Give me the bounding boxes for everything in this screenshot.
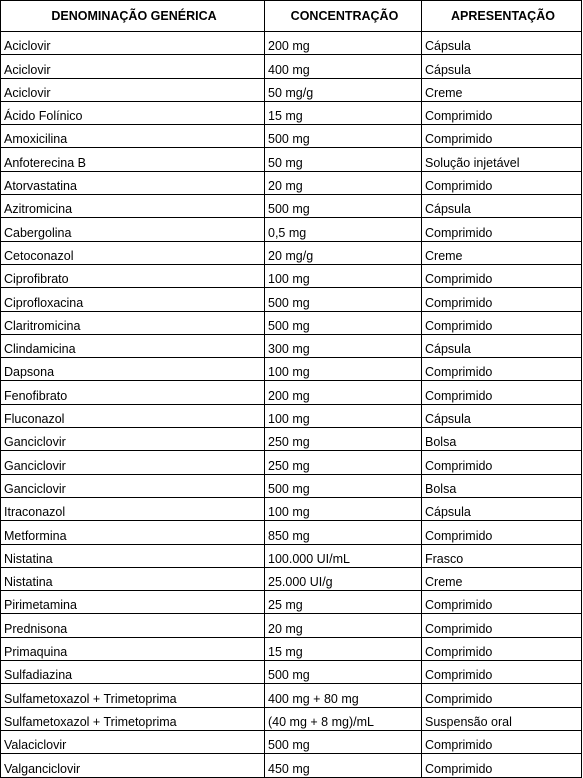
table-row: [1, 544, 582, 567]
table-row: [1, 474, 582, 497]
generic-name-cell: Clindamicina: [1, 334, 265, 357]
presentation-cell: Cápsula: [422, 334, 582, 357]
presentation-cell: Comprimido: [422, 451, 582, 474]
generic-name-cell: Ciprofloxacina: [1, 288, 265, 311]
concentration-cell: 400 mg + 80 mg: [265, 684, 422, 707]
header-row: [1, 1, 582, 32]
generic-name-cell: Ácido Folínico: [1, 101, 265, 124]
table-row: [1, 78, 582, 101]
presentation-cell: Solução injetável: [422, 148, 582, 171]
table-row: [1, 334, 582, 357]
generic-name-cell: Fluconazol: [1, 404, 265, 427]
concentration-cell: 20 mg: [265, 614, 422, 637]
presentation-cell: Comprimido: [422, 591, 582, 614]
generic-name-cell: Ciprofibrato: [1, 264, 265, 287]
presentation-cell: Comprimido: [422, 684, 582, 707]
table-row: [1, 381, 582, 404]
table-header: [1, 1, 582, 32]
presentation-cell: Comprimido: [422, 288, 582, 311]
generic-name-cell: Sulfametoxazol + Trimetoprima: [1, 707, 265, 730]
generic-name-cell: Atorvastatina: [1, 171, 265, 194]
table-row: [1, 264, 582, 287]
table-row: [1, 218, 582, 241]
generic-name-cell: Aciclovir: [1, 55, 265, 78]
concentration-cell: 500 mg: [265, 288, 422, 311]
generic-name-cell: Pirimetamina: [1, 591, 265, 614]
generic-name-cell: Nistatina: [1, 544, 265, 567]
table-row: [1, 311, 582, 334]
header-presentation: APRESENTAÇÃO: [422, 1, 582, 32]
concentration-cell: 850 mg: [265, 521, 422, 544]
table-row: [1, 451, 582, 474]
concentration-cell: 400 mg: [265, 55, 422, 78]
presentation-cell: Creme: [422, 78, 582, 101]
concentration-cell: 250 mg: [265, 451, 422, 474]
generic-name-cell: Amoxicilina: [1, 125, 265, 148]
header-concentration: CONCENTRAÇÃO: [265, 1, 422, 32]
generic-name-cell: Ganciclovir: [1, 451, 265, 474]
concentration-cell: 300 mg: [265, 334, 422, 357]
concentration-cell: 100 mg: [265, 404, 422, 427]
generic-name-cell: Ganciclovir: [1, 428, 265, 451]
generic-name-cell: Ganciclovir: [1, 474, 265, 497]
presentation-cell: Comprimido: [422, 730, 582, 753]
presentation-cell: Comprimido: [422, 381, 582, 404]
table-row: [1, 195, 582, 218]
table-row: [1, 567, 582, 590]
generic-name-cell: Valaciclovir: [1, 730, 265, 753]
table-row: [1, 148, 582, 171]
table-row: [1, 730, 582, 753]
table-row: [1, 125, 582, 148]
presentation-cell: Comprimido: [422, 661, 582, 684]
table-row: [1, 171, 582, 194]
generic-name-cell: Anfoterecina B: [1, 148, 265, 171]
table-row: [1, 358, 582, 381]
presentation-cell: Comprimido: [422, 171, 582, 194]
generic-name-cell: Aciclovir: [1, 78, 265, 101]
table-row: [1, 661, 582, 684]
presentation-cell: Bolsa: [422, 428, 582, 451]
presentation-cell: Creme: [422, 567, 582, 590]
concentration-cell: 15 mg: [265, 101, 422, 124]
concentration-cell: 20 mg/g: [265, 241, 422, 264]
concentration-cell: 200 mg: [265, 32, 422, 55]
concentration-cell: 200 mg: [265, 381, 422, 404]
concentration-cell: 100 mg: [265, 358, 422, 381]
concentration-cell: 500 mg: [265, 125, 422, 148]
presentation-cell: Comprimido: [422, 637, 582, 660]
table-row: [1, 404, 582, 427]
concentration-cell: 25.000 UI/g: [265, 567, 422, 590]
generic-name-cell: Cabergolina: [1, 218, 265, 241]
presentation-cell: Comprimido: [422, 101, 582, 124]
concentration-cell: 100 mg: [265, 497, 422, 520]
presentation-cell: Cápsula: [422, 32, 582, 55]
presentation-cell: Comprimido: [422, 754, 582, 777]
generic-name-cell: Metformina: [1, 521, 265, 544]
concentration-cell: 500 mg: [265, 474, 422, 497]
presentation-cell: Frasco: [422, 544, 582, 567]
concentration-cell: 25 mg: [265, 591, 422, 614]
table-row: [1, 684, 582, 707]
generic-name-cell: Dapsona: [1, 358, 265, 381]
generic-name-cell: Sulfadiazina: [1, 661, 265, 684]
concentration-cell: 50 mg: [265, 148, 422, 171]
generic-name-cell: Itraconazol: [1, 497, 265, 520]
presentation-cell: Suspensão oral: [422, 707, 582, 730]
generic-name-cell: Claritromicina: [1, 311, 265, 334]
table-row: [1, 637, 582, 660]
table-row: [1, 428, 582, 451]
concentration-cell: 15 mg: [265, 637, 422, 660]
concentration-cell: 250 mg: [265, 428, 422, 451]
generic-name-cell: Azitromicina: [1, 195, 265, 218]
concentration-cell: (40 mg + 8 mg)/mL: [265, 707, 422, 730]
concentration-cell: 0,5 mg: [265, 218, 422, 241]
generic-name-cell: Sulfametoxazol + Trimetoprima: [1, 684, 265, 707]
concentration-cell: 500 mg: [265, 661, 422, 684]
table-row: [1, 614, 582, 637]
table-row: [1, 241, 582, 264]
presentation-cell: Bolsa: [422, 474, 582, 497]
table-row: [1, 591, 582, 614]
presentation-cell: Comprimido: [422, 521, 582, 544]
presentation-cell: Comprimido: [422, 125, 582, 148]
generic-name-cell: Primaquina: [1, 637, 265, 660]
generic-name-cell: Prednisona: [1, 614, 265, 637]
concentration-cell: 100.000 UI/mL: [265, 544, 422, 567]
table-row: [1, 497, 582, 520]
concentration-cell: 450 mg: [265, 754, 422, 777]
presentation-cell: Cápsula: [422, 497, 582, 520]
presentation-cell: Cápsula: [422, 195, 582, 218]
table-row: [1, 521, 582, 544]
concentration-cell: 500 mg: [265, 730, 422, 753]
concentration-cell: 500 mg: [265, 195, 422, 218]
concentration-cell: 50 mg/g: [265, 78, 422, 101]
table-row: [1, 101, 582, 124]
generic-name-cell: Aciclovir: [1, 32, 265, 55]
table-row: [1, 707, 582, 730]
table-row: [1, 288, 582, 311]
concentration-cell: 20 mg: [265, 171, 422, 194]
generic-name-cell: Cetoconazol: [1, 241, 265, 264]
generic-name-cell: Valganciclovir: [1, 754, 265, 777]
table-body: [1, 32, 582, 778]
presentation-cell: Comprimido: [422, 614, 582, 637]
header-generic-name: DENOMINAÇÃO GENÉRICA: [1, 1, 265, 32]
presentation-cell: Comprimido: [422, 218, 582, 241]
generic-name-cell: Fenofibrato: [1, 381, 265, 404]
generic-name-cell: Nistatina: [1, 567, 265, 590]
table-row: [1, 32, 582, 55]
presentation-cell: Cápsula: [422, 404, 582, 427]
concentration-cell: 100 mg: [265, 264, 422, 287]
concentration-cell: 500 mg: [265, 311, 422, 334]
presentation-cell: Comprimido: [422, 358, 582, 381]
table-row: [1, 55, 582, 78]
presentation-cell: Creme: [422, 241, 582, 264]
presentation-cell: Comprimido: [422, 311, 582, 334]
presentation-cell: Comprimido: [422, 264, 582, 287]
presentation-cell: Cápsula: [422, 55, 582, 78]
